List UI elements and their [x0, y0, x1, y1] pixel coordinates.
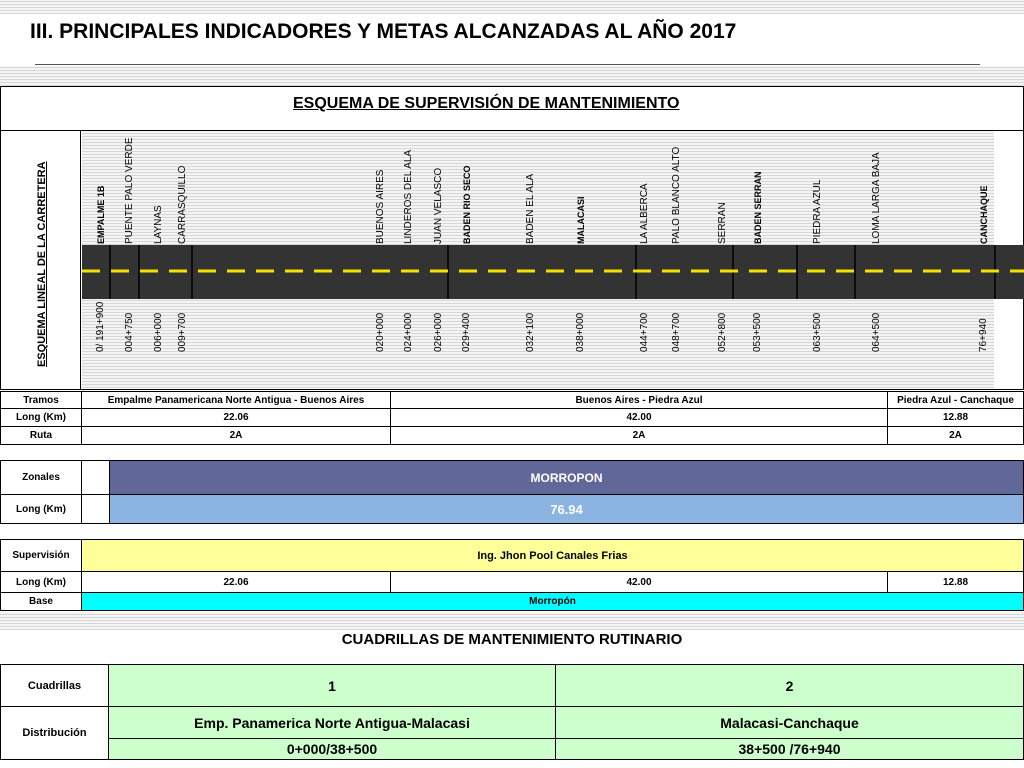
place-km: 0/ 191+900: [95, 301, 106, 352]
ruta-3: 2A: [887, 426, 1024, 445]
place-name: LOMA LARGA BAJA: [871, 152, 882, 244]
place-name: BADEN SERRAN: [753, 171, 763, 244]
place-name: PUENTE PALO VERDE: [124, 137, 135, 244]
distribucion-label: Distribución: [0, 706, 109, 760]
tramo-1: Empalme Panamericana Norte Antigua - Buenos Aires: [81, 391, 391, 409]
place-km: 76+940: [978, 318, 989, 352]
place-name: LINDEROS DEL ALA: [403, 149, 414, 244]
place-name: PALO BLANCO ALTO: [671, 146, 682, 244]
place-km: 026+000: [433, 312, 444, 352]
ruta-1: 2A: [81, 426, 391, 445]
tramo-2: Buenos Aires - Piedra Azul: [390, 391, 888, 409]
place-km: 009+700: [177, 312, 188, 352]
place-name: BUENOS AIRES: [375, 169, 386, 244]
cuadrilla-2-route: Malacasi-Canchaque: [555, 706, 1024, 739]
sup-long-3: 12.88: [887, 571, 1024, 593]
place-km: 038+000: [575, 312, 586, 352]
sup-long-1: 22.06: [81, 571, 391, 593]
cuadrillas-label: Cuadrillas: [0, 664, 109, 707]
place-km: 064+500: [871, 312, 882, 352]
tramo-3: Piedra Azul - Canchaque: [887, 391, 1024, 409]
base-label: Base: [0, 592, 82, 611]
place-name: BADEN EL ALA: [525, 173, 536, 244]
place-km: 024+000: [403, 312, 414, 352]
cuadrilla-1-route: Emp. Panamerica Norte Antigua-Malacasi: [108, 706, 556, 739]
place-km: 029+400: [461, 312, 472, 352]
cuadrilla-2-range: 38+500 /76+940: [555, 738, 1024, 760]
place-name: JUAN VELASCO: [433, 167, 444, 244]
title-hatch: [0, 0, 1024, 14]
place-km: 048+700: [671, 312, 682, 352]
slide-title: III. PRINCIPALES INDICADORES Y METAS ALCANZADAS AL AÑO 2017: [30, 20, 737, 43]
zonal-long-value: 76.94: [109, 494, 1024, 524]
base-value: Morropón: [81, 592, 1024, 611]
zonal-long-spacer: [81, 494, 110, 524]
title-rule: [35, 64, 980, 65]
zonal-long-label: Long (Km): [0, 494, 82, 524]
cuadrilla-1-number: 1: [108, 664, 556, 707]
header-hatch: [0, 66, 1024, 86]
tramos-label: Tramos: [0, 391, 82, 409]
zonales-value: MORROPON: [109, 460, 1024, 495]
sup-long-2: 42.00: [390, 571, 888, 593]
ruta-label: Ruta: [0, 426, 82, 445]
place-km: 053+500: [752, 312, 763, 352]
zonales-label: Zonales: [0, 460, 82, 495]
long-label: Long (Km): [0, 408, 82, 427]
long-2: 42.00: [390, 408, 888, 427]
supervision-label: Supervisión: [0, 539, 82, 572]
cuadrillas-title: CUADRILLAS DE MANTENIMIENTO RUTINARIO: [341, 631, 683, 648]
place-name: LAYNAS: [153, 205, 164, 244]
place-name: EMPALME 1B: [96, 185, 106, 244]
place-name: PIEDRA AZUL: [812, 179, 823, 244]
schema-title: ESQUEMA DE SUPERVISIÓN DE MANTENIMIENTO: [293, 95, 680, 112]
place-name: CANCHAQUE: [979, 185, 989, 244]
ruta-2: 2A: [390, 426, 888, 445]
place-km: 063+500: [812, 312, 823, 352]
names-hatch: [82, 131, 994, 245]
place-name: BADEN RIO SECO: [462, 165, 472, 244]
side-label: ESQUEMA LINEAL DE LA CARRETERA: [36, 161, 48, 367]
place-km: 004+750: [124, 312, 135, 352]
place-km: 006+000: [153, 312, 164, 352]
place-km: 032+100: [525, 312, 536, 352]
sup-long-label: Long (Km): [0, 571, 82, 593]
road-diagram: [82, 245, 1024, 299]
cuadrilla-1-range: 0+000/38+500: [108, 738, 556, 760]
long-1: 22.06: [81, 408, 391, 427]
cuadrilla-2-number: 2: [555, 664, 1024, 707]
place-km: 052+800: [717, 312, 728, 352]
supervision-value: Ing. Jhon Pool Canales Frias: [81, 539, 1024, 572]
long-3: 12.88: [887, 408, 1024, 427]
place-name: SERRAN: [717, 202, 728, 244]
km-hatch: [82, 298, 994, 388]
place-name: MALACASI: [576, 196, 586, 244]
cuadrillas-hatch: [0, 612, 1024, 630]
place-name: LA ALBERCA: [639, 183, 650, 244]
place-km: 020+000: [375, 312, 386, 352]
place-name: CARRASQUILLO: [177, 165, 188, 244]
place-km: 044+700: [639, 312, 650, 352]
zonales-spacer: [81, 460, 110, 495]
